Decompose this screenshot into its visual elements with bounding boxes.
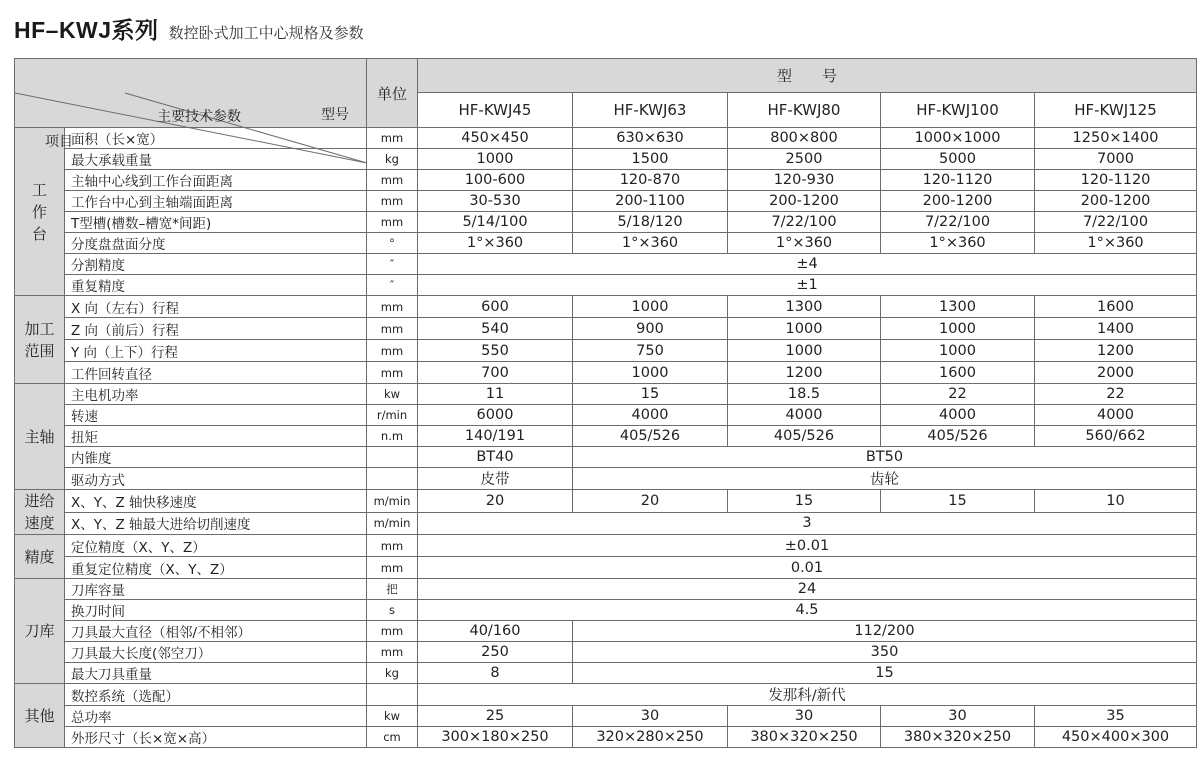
value-cell: ±4 <box>418 254 1197 275</box>
value-cell: 18.5 <box>728 384 881 405</box>
row-item: T型槽(槽数–槽宽*间距) <box>65 212 367 233</box>
value-cell: 200-1200 <box>728 191 881 212</box>
value-cell: 1°×360 <box>728 233 881 254</box>
value-cell: 30-530 <box>418 191 573 212</box>
value-cell: 900 <box>573 318 728 340</box>
value-cell: 1200 <box>1035 340 1197 362</box>
value-cell: ±0.01 <box>418 535 1197 557</box>
category-other: 其他 <box>15 684 65 748</box>
row-item: X 向（左右）行程 <box>65 296 367 318</box>
value-cell: 1000 <box>728 318 881 340</box>
row-unit <box>367 447 418 468</box>
value-cell: 550 <box>418 340 573 362</box>
series-subtitle: 数控卧式加工中心规格及参数 <box>168 24 364 42</box>
row-unit: mm <box>367 535 418 557</box>
value-cell: 1400 <box>1035 318 1197 340</box>
row-unit: mm <box>367 340 418 362</box>
row-item: 分割精度 <box>65 254 367 275</box>
value-cell: 22 <box>1035 384 1197 405</box>
model-header: HF-KWJ45 <box>418 93 573 128</box>
model-header: HF-KWJ63 <box>573 93 728 128</box>
value-cell: ±1 <box>418 275 1197 296</box>
row-item: Y 向（上下）行程 <box>65 340 367 362</box>
value-cell: 380×320×250 <box>881 727 1035 748</box>
value-cell: 1°×360 <box>418 233 573 254</box>
value-cell: 600 <box>418 296 573 318</box>
value-cell: 1600 <box>881 362 1035 384</box>
value-cell: 1000 <box>573 362 728 384</box>
row-unit: cm <box>367 727 418 748</box>
value-cell: 15 <box>573 384 728 405</box>
value-cell: 发那科/新代 <box>418 684 1197 706</box>
row-item: X、Y、Z 轴快移速度 <box>65 490 367 513</box>
value-cell: 120-930 <box>728 170 881 191</box>
value-cell: 4000 <box>881 405 1035 426</box>
row-unit: m/min <box>367 490 418 513</box>
row-item: 刀具最大直径（相邻/不相邻） <box>65 621 367 642</box>
row-unit <box>367 684 418 706</box>
value-cell: 320×280×250 <box>573 727 728 748</box>
value-cell: 8 <box>418 663 573 684</box>
value-cell: 350 <box>573 642 1197 663</box>
spec-table <box>14 58 1197 748</box>
value-cell: 120-1120 <box>1035 170 1197 191</box>
row-item: 扭矩 <box>65 426 367 447</box>
value-cell: 7000 <box>1035 149 1197 170</box>
row-item: 主电机功率 <box>65 384 367 405</box>
value-cell: 7/22/100 <box>728 212 881 233</box>
category-precision: 精度 <box>15 535 65 579</box>
value-cell: 1000 <box>881 340 1035 362</box>
value-cell: 5000 <box>881 149 1035 170</box>
value-cell: 120-1120 <box>881 170 1035 191</box>
row-item: 刀库容量 <box>65 579 367 600</box>
row-unit: mm <box>367 318 418 340</box>
row-unit: n.m <box>367 426 418 447</box>
value-cell: 450×400×300 <box>1035 727 1197 748</box>
row-item: 内锥度 <box>65 447 367 468</box>
row-unit: mm <box>367 362 418 384</box>
category-range: 加工 范围 <box>15 296 65 384</box>
value-cell: 405/526 <box>573 426 728 447</box>
row-unit: mm <box>367 212 418 233</box>
value-cell: 1300 <box>881 296 1035 318</box>
category-worktable: 工 作 台 <box>15 128 65 296</box>
value-cell: 6000 <box>418 405 573 426</box>
value-cell: 24 <box>418 579 1197 600</box>
value-cell: 200-1200 <box>1035 191 1197 212</box>
value-cell: 250 <box>418 642 573 663</box>
value-cell: 15 <box>573 663 1197 684</box>
row-unit: r/min <box>367 405 418 426</box>
value-cell: 630×630 <box>573 128 728 149</box>
value-cell: 5/18/120 <box>573 212 728 233</box>
value-cell: 4.5 <box>418 600 1197 621</box>
row-unit: mm <box>367 557 418 579</box>
value-cell: 140/191 <box>418 426 573 447</box>
row-unit: ″ <box>367 254 418 275</box>
value-cell: 1°×360 <box>881 233 1035 254</box>
value-cell: 40/160 <box>418 621 573 642</box>
row-item: 刀具最大长度(邻空刀） <box>65 642 367 663</box>
row-unit: mm <box>367 296 418 318</box>
model-header: HF-KWJ125 <box>1035 93 1197 128</box>
row-unit: 把 <box>367 579 418 600</box>
value-cell: 120-870 <box>573 170 728 191</box>
value-cell: 25 <box>418 706 573 727</box>
row-item: 工作台中心到主轴端面距离 <box>65 191 367 212</box>
row-unit: mm <box>367 642 418 663</box>
value-cell: 1000 <box>418 149 573 170</box>
value-cell: 5/14/100 <box>418 212 573 233</box>
value-cell: 20 <box>573 490 728 513</box>
value-cell: 1000 <box>573 296 728 318</box>
row-item: 重复定位精度（X、Y、Z） <box>65 557 367 579</box>
value-cell: 1000 <box>728 340 881 362</box>
model-header: HF-KWJ100 <box>881 93 1035 128</box>
corner-tech-label: 主要技术参数 <box>157 109 241 125</box>
row-item: 主轴中心线到工作台面距离 <box>65 170 367 191</box>
value-cell: 15 <box>728 490 881 513</box>
value-cell: 11 <box>418 384 573 405</box>
row-unit: s <box>367 600 418 621</box>
row-item: 工件回转直径 <box>65 362 367 384</box>
row-unit: mm <box>367 170 418 191</box>
value-cell: 0.01 <box>418 557 1197 579</box>
unit-header: 单位 <box>367 59 418 128</box>
row-item: Z 向（前后）行程 <box>65 318 367 340</box>
value-cell: 1500 <box>573 149 728 170</box>
row-unit: mm <box>367 621 418 642</box>
value-cell: 540 <box>418 318 573 340</box>
value-cell: 1200 <box>728 362 881 384</box>
value-cell: 1250×1400 <box>1035 128 1197 149</box>
row-unit: mm <box>367 128 418 149</box>
category-feed: 进给 速度 <box>15 490 65 535</box>
value-cell: 30 <box>728 706 881 727</box>
row-item: 总功率 <box>65 706 367 727</box>
corner-model-label: 型号 <box>321 107 349 123</box>
row-item: 外形尺寸（长×宽×高） <box>65 727 367 748</box>
value-cell: 300×180×250 <box>418 727 573 748</box>
value-cell: 1000×1000 <box>881 128 1035 149</box>
value-cell: 齿轮 <box>573 468 1197 490</box>
category-spindle: 主轴 <box>15 384 65 490</box>
row-item: 定位精度（X、Y、Z） <box>65 535 367 557</box>
row-item: 最大刀具重量 <box>65 663 367 684</box>
value-cell: 800×800 <box>728 128 881 149</box>
value-cell: 15 <box>881 490 1035 513</box>
value-cell: 1300 <box>728 296 881 318</box>
value-cell: 1°×360 <box>573 233 728 254</box>
value-cell: 30 <box>573 706 728 727</box>
row-unit: kw <box>367 706 418 727</box>
value-cell: 7/22/100 <box>881 212 1035 233</box>
value-cell: 2500 <box>728 149 881 170</box>
value-cell: 200-1100 <box>573 191 728 212</box>
value-cell: 100-600 <box>418 170 573 191</box>
value-cell: 405/526 <box>728 426 881 447</box>
row-unit: kg <box>367 663 418 684</box>
row-item: 数控系统（选配） <box>65 684 367 706</box>
value-cell: 380×320×250 <box>728 727 881 748</box>
value-cell: 10 <box>1035 490 1197 513</box>
value-cell: 700 <box>418 362 573 384</box>
row-unit: ° <box>367 233 418 254</box>
value-cell: BT40 <box>418 447 573 468</box>
value-cell: 4000 <box>728 405 881 426</box>
category-magazine: 刀库 <box>15 579 65 684</box>
value-cell: 7/22/100 <box>1035 212 1197 233</box>
value-cell: 20 <box>418 490 573 513</box>
row-unit: m/min <box>367 512 418 535</box>
value-cell: 560/662 <box>1035 426 1197 447</box>
series-title: HF–KWJ系列 <box>14 17 159 43</box>
value-cell: 1°×360 <box>1035 233 1197 254</box>
row-item: 转速 <box>65 405 367 426</box>
model-header: HF-KWJ80 <box>728 93 881 128</box>
value-cell: 30 <box>881 706 1035 727</box>
row-unit: kg <box>367 149 418 170</box>
row-item: 换刀时间 <box>65 600 367 621</box>
corner-diagonal-lines <box>15 93 367 163</box>
value-cell: 112/200 <box>573 621 1197 642</box>
row-item: 最大承载重量 <box>65 149 367 170</box>
value-cell: BT50 <box>573 447 1197 468</box>
value-cell: 750 <box>573 340 728 362</box>
value-cell: 3 <box>418 512 1197 535</box>
row-unit: ″ <box>367 275 418 296</box>
value-cell: 405/526 <box>881 426 1035 447</box>
value-cell: 4000 <box>1035 405 1197 426</box>
value-cell: 4000 <box>573 405 728 426</box>
row-item: X、Y、Z 轴最大进给切削速度 <box>65 512 367 535</box>
value-cell: 22 <box>881 384 1035 405</box>
value-cell: 450×450 <box>418 128 573 149</box>
value-cell: 2000 <box>1035 362 1197 384</box>
row-unit: kw <box>367 384 418 405</box>
value-cell: 1600 <box>1035 296 1197 318</box>
value-cell: 1000 <box>881 318 1035 340</box>
row-item: 驱动方式 <box>65 468 367 490</box>
page-title <box>14 12 364 48</box>
value-cell: 皮带 <box>418 468 573 490</box>
row-unit: mm <box>367 191 418 212</box>
model-group-header: 型 号 <box>418 59 1197 93</box>
row-unit <box>367 468 418 490</box>
corner-item-label: 项目 <box>45 134 73 150</box>
row-item: 重复精度 <box>65 275 367 296</box>
value-cell: 200-1200 <box>881 191 1035 212</box>
row-item: 分度盘盘面分度 <box>65 233 367 254</box>
row-item: 面积（长×宽） <box>65 128 367 149</box>
value-cell: 35 <box>1035 706 1197 727</box>
